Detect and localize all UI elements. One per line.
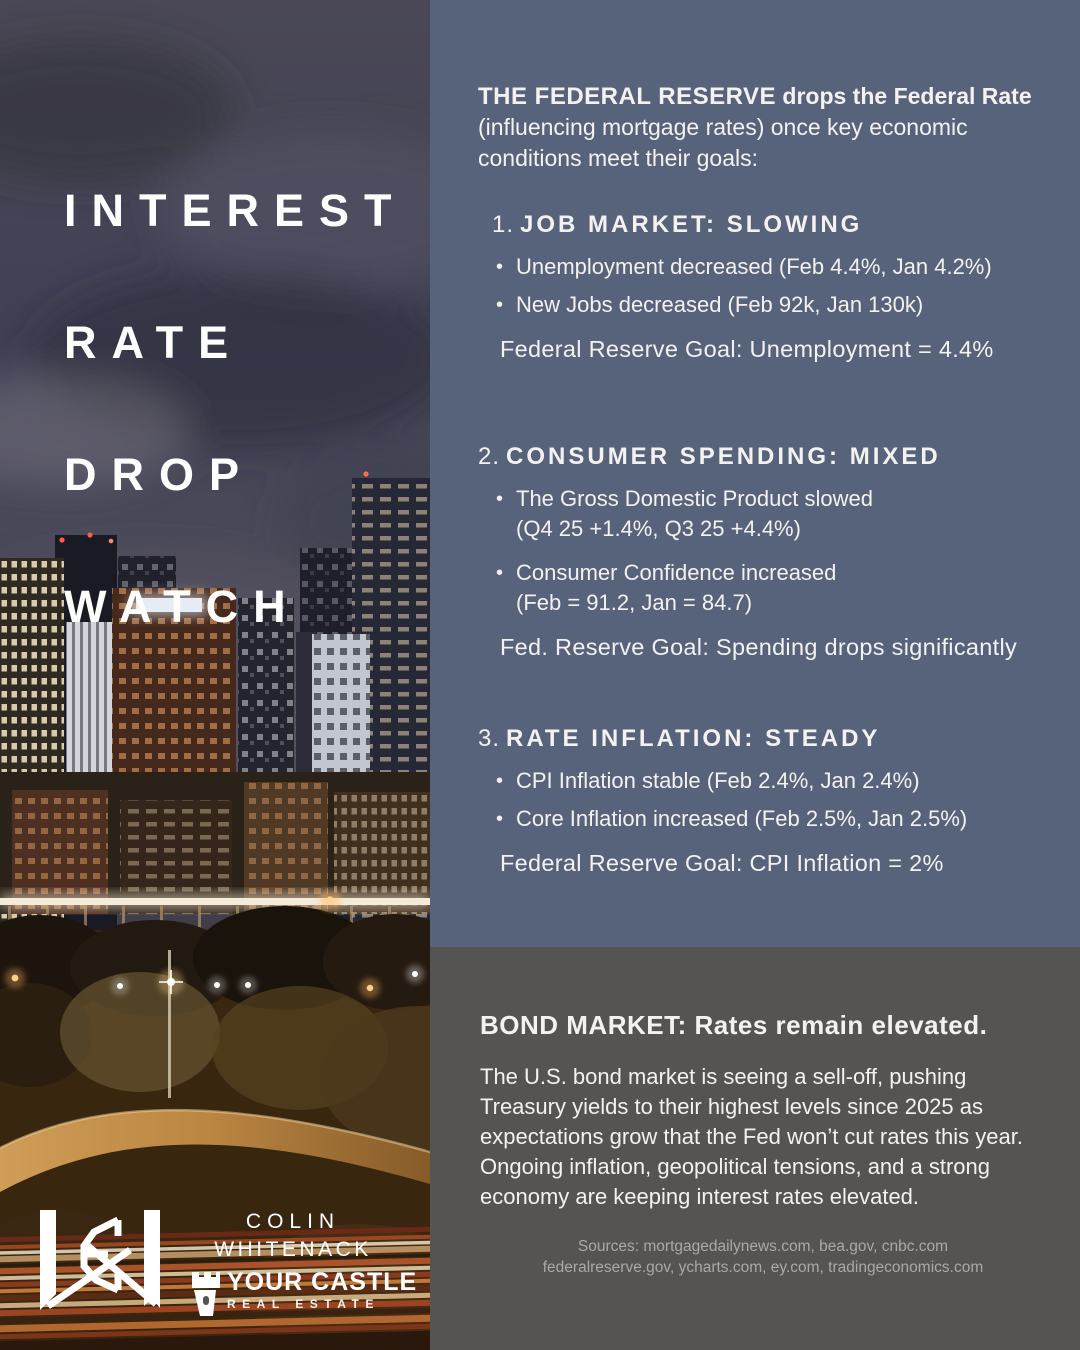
brokerage-name-block bbox=[227, 1268, 417, 1311]
section-number: 1. bbox=[492, 211, 515, 238]
section-title: JOB MARKET: SLOWING bbox=[520, 211, 863, 238]
intro-lead-rest: drops the Federal Rate bbox=[776, 83, 1032, 109]
section-title: RATE INFLATION: STEADY bbox=[506, 725, 881, 752]
section-heading bbox=[478, 724, 1058, 754]
bond-heading: BOND MARKET: Rates remain elevated. bbox=[480, 1010, 988, 1040]
agent-first-name: COLIN bbox=[245, 1210, 341, 1233]
section-heading bbox=[478, 210, 1058, 240]
intro-paragraph bbox=[478, 81, 1062, 174]
sources-line: Sources: mortgagedailynews.com, bea.gov, cnbc.com bbox=[577, 1238, 949, 1255]
bond-market-block bbox=[480, 1008, 1042, 1212]
bullet-dot: • bbox=[496, 770, 504, 792]
section-job-market bbox=[478, 210, 1058, 363]
bullet-list bbox=[478, 766, 1058, 834]
bullet-item bbox=[478, 484, 1058, 544]
castle-icon bbox=[190, 1270, 222, 1316]
agent-last-name: WHITENACK bbox=[214, 1238, 372, 1261]
bullet-text: Unemployment decreased (Feb 4.4%, Jan 4.2%) bbox=[516, 254, 992, 279]
headline-line: RATE bbox=[64, 317, 244, 368]
section-number: 3. bbox=[478, 725, 501, 752]
section-number: 2. bbox=[478, 443, 501, 470]
intro-rest: (influencing mortgage rates) once key economic conditions meet their goals: bbox=[478, 114, 968, 171]
goal-line: Federal Reserve Goal: Unemployment = 4.4% bbox=[500, 336, 994, 362]
bullet-text-line2: (Q4 25 +1.4%, Q3 25 +4.4%) bbox=[516, 516, 801, 541]
headline-line: INTEREST bbox=[64, 185, 407, 236]
agent-name bbox=[188, 1208, 398, 1264]
goal-line: Federal Reserve Goal: CPI Inflation = 2% bbox=[500, 850, 944, 876]
bond-body: The U.S. bond market is seeing a sell-off, pushing Treasury yields to their highest levels since 2025 as expectations grow that the Fed won’t cut rates this year. Ongoing inflation, geopolitical tensions, and a strong economy are keeping interest rates elevated. bbox=[480, 1064, 1023, 1209]
bullet-text: Core Inflation increased (Feb 2.5%, Jan 2.5%) bbox=[516, 806, 968, 831]
section-rate-inflation bbox=[478, 724, 1058, 877]
section-title: CONSUMER SPENDING: MIXED bbox=[506, 443, 941, 470]
bullet-item bbox=[478, 290, 1058, 320]
section-heading bbox=[478, 442, 1058, 472]
bullet-dot: • bbox=[496, 808, 504, 830]
branding bbox=[0, 1200, 430, 1350]
bullet-list bbox=[478, 484, 1058, 618]
headline bbox=[64, 112, 407, 706]
bullet-dot: • bbox=[496, 488, 504, 510]
bullet-item bbox=[478, 558, 1058, 618]
sources-line: federalreserve.gov, ycharts.com, ey.com, tradingeconomics.com bbox=[542, 1259, 984, 1276]
bullet-item bbox=[478, 766, 1058, 796]
intro-lead: THE FEDERAL RESERVE bbox=[478, 83, 777, 110]
bullet-list bbox=[478, 252, 1058, 320]
bullet-dot: • bbox=[496, 562, 504, 584]
bullet-dot: • bbox=[496, 256, 504, 278]
bullet-text-line2: (Feb = 91.2, Jan = 84.7) bbox=[516, 590, 753, 615]
brokerage-name: YOUR CASTLE bbox=[227, 1268, 418, 1296]
sources bbox=[470, 1236, 1056, 1278]
bullet-text: CPI Inflation stable (Feb 2.4%, Jan 2.4%) bbox=[516, 768, 920, 793]
bullet-dot: • bbox=[496, 294, 504, 316]
bullet-text: Consumer Confidence increased bbox=[516, 560, 837, 585]
brokerage-subtitle: REAL ESTATE bbox=[227, 1297, 380, 1311]
bullet-item bbox=[478, 252, 1058, 282]
bullet-text: The Gross Domestic Product slowed bbox=[516, 486, 874, 511]
headline-line: DROP bbox=[64, 449, 255, 500]
goal-line: Fed. Reserve Goal: Spending drops significantly bbox=[500, 634, 1018, 660]
bullet-item bbox=[478, 804, 1058, 834]
agent-logo-mark bbox=[38, 1210, 166, 1314]
headline-line: WATCH bbox=[64, 581, 301, 632]
bullet-text: New Jobs decreased (Feb 92k, Jan 130k) bbox=[516, 292, 924, 317]
section-consumer-spending bbox=[478, 442, 1058, 661]
